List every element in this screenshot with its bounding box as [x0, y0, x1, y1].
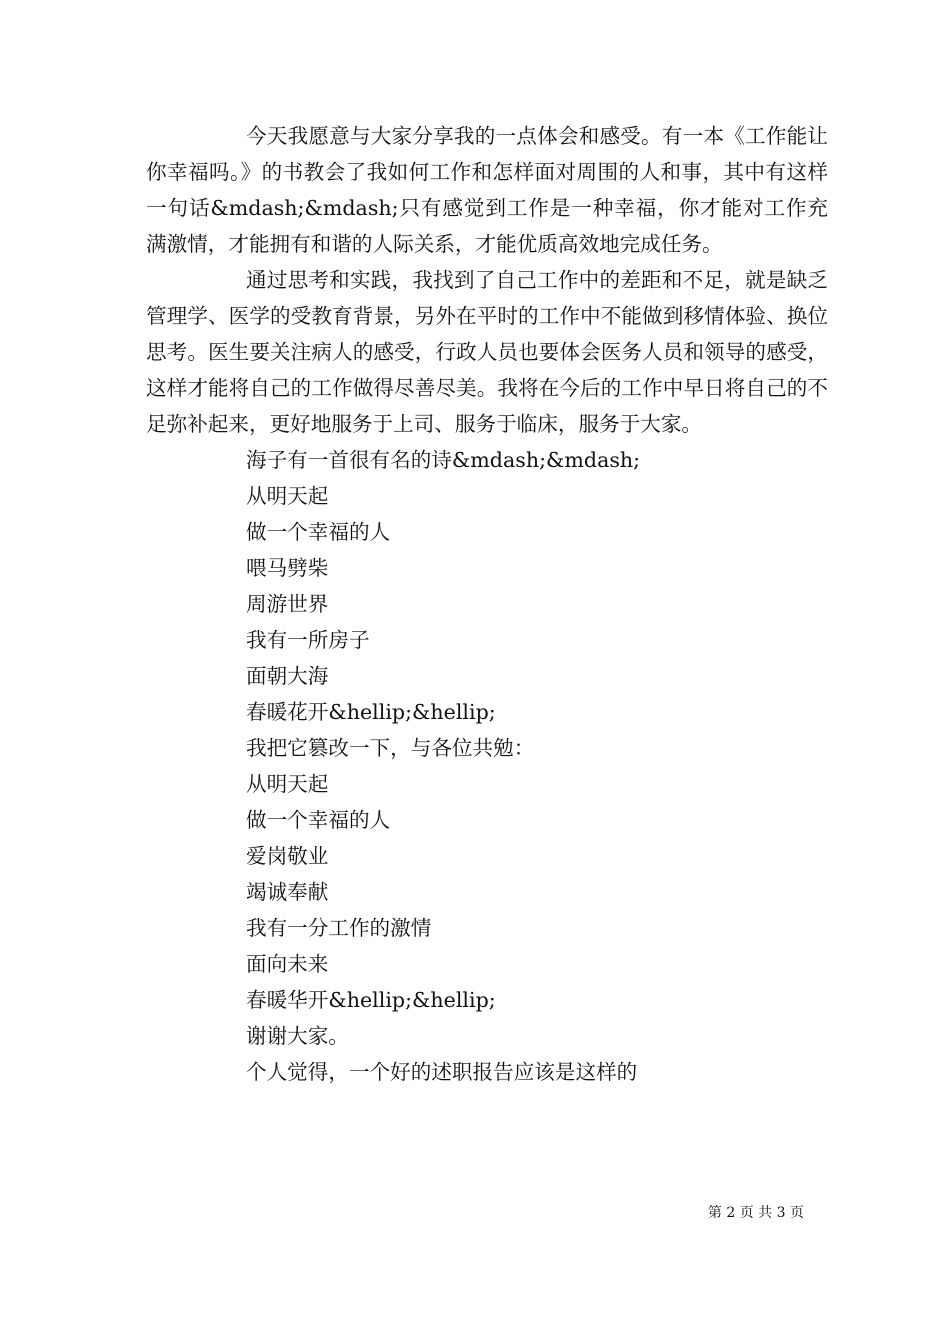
paragraph-2: 通过思考和实践，我找到了自己工作中的差距和不足，就是缺乏管理学、医学的受教育背景，另外在平时的工作中不能做到移情体验、换位思考。医生要关注病人的感受，行政人员也要体会医务人员和领导的感受，这样才能将自己的工作做得尽善尽美。我将在今后的工作中早日将自己的不足弥补起来，更好地服务于上司、服务于临床，服务于大家。 [146, 268, 828, 436]
poem-line: 面朝大海 [246, 664, 329, 688]
adapted-poem-line: 做一个幸福的人 [246, 808, 391, 832]
poem-line: 喂马劈柴 [246, 556, 329, 580]
poem-line: 从明天起 [246, 484, 329, 508]
adaptation-intro-line: 我把它篡改一下，与各位共勉： [246, 736, 535, 760]
document-body [146, 118, 828, 1090]
poem-line: 春暖花开&hellip;&hellip; [246, 700, 496, 724]
adapted-poem-line: 竭诚奉献 [246, 880, 329, 904]
poem-line: 周游世界 [246, 592, 329, 616]
final-line: 个人觉得，一个好的述职报告应该是这样的 [246, 1060, 638, 1084]
closing-line: 谢谢大家。 [246, 1024, 349, 1048]
adapted-poem-line: 从明天起 [246, 772, 329, 796]
poem-intro-line: 海子有一首很有名的诗&mdash;&mdash; [246, 448, 641, 472]
poem-line: 做一个幸福的人 [246, 520, 391, 544]
adapted-poem-line: 我有一分工作的激情 [246, 916, 432, 940]
page-number-footer: 第 2 页 共 3 页 [707, 1205, 804, 1221]
adapted-poem-line: 面向未来 [246, 952, 329, 976]
adapted-poem-line: 春暖华开&hellip;&hellip; [246, 988, 496, 1012]
adapted-poem-line: 爱岗敬业 [246, 844, 329, 868]
poem-line: 我有一所房子 [246, 628, 370, 652]
paragraph-1: 今天我愿意与大家分享我的一点体会和感受。有一本《工作能让你幸福吗。》的书教会了我如何工作和怎样面对周围的人和事，其中有这样一句话&mdash;&mdash;只有感觉到工作是一种幸福，你才能对工作充满激情，才能拥有和谐的人际关系，才能优质高效地完成任务。 [146, 124, 828, 256]
